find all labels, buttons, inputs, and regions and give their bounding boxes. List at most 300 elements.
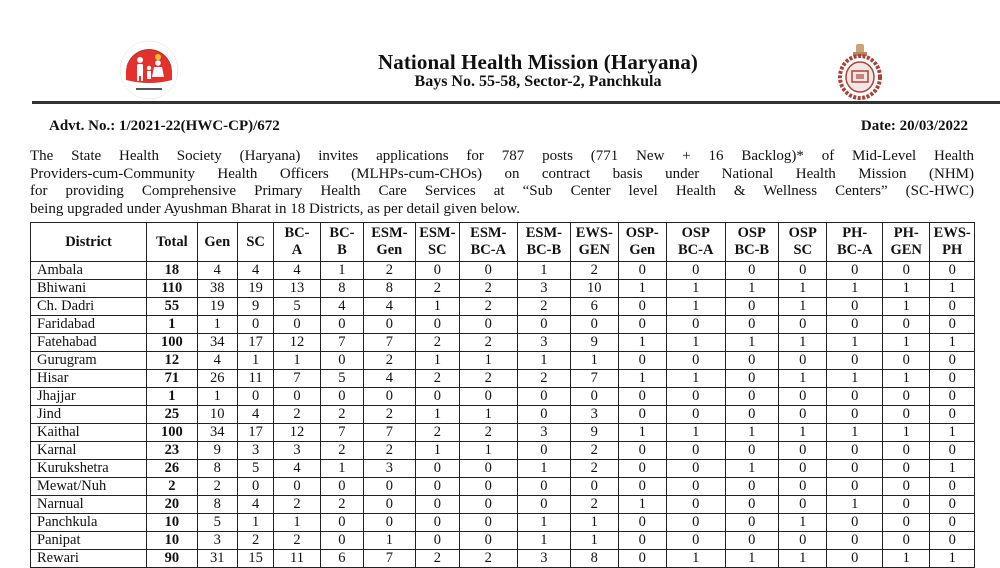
category-count-cell: 1 [779,550,827,568]
column-header-label: EWS- [575,225,613,241]
category-count-cell: 11 [274,550,320,568]
category-count-cell: 4 [364,298,415,316]
letterhead [0,0,1000,104]
category-count-cell: 0 [725,352,779,370]
category-count-cell: 0 [237,388,273,406]
category-count-cell: 0 [827,460,883,478]
category-count-cell: 0 [618,478,666,496]
category-count-cell: 6 [320,550,363,568]
category-count-cell: 0 [618,262,666,280]
category-count-cell: 0 [618,388,666,406]
category-count-cell: 0 [460,262,518,280]
category-count-cell: 0 [618,298,666,316]
category-count-cell: 0 [882,460,929,478]
category-count-cell: 0 [930,370,975,388]
category-count-cell: 2 [364,406,415,424]
category-count-cell: 0 [320,478,363,496]
column-header [618,223,666,262]
category-count-cell: 0 [517,388,571,406]
category-count-cell: 0 [666,496,725,514]
category-count-cell: 0 [827,262,883,280]
category-count-cell: 9 [197,442,237,460]
column-header [320,223,363,262]
category-count-cell: 1 [882,550,929,568]
category-count-cell: 1 [460,442,518,460]
category-count-cell: 1 [930,334,975,352]
category-count-cell: 0 [666,262,725,280]
category-count-cell: 8 [320,280,363,298]
category-count-cell: 0 [827,406,883,424]
district-name-cell: Fatehabad [31,334,147,352]
category-count-cell: 6 [571,298,618,316]
category-count-cell: 1 [930,424,975,442]
column-header [197,223,237,262]
total-cell: 12 [147,352,197,370]
total-cell: 90 [147,550,197,568]
category-count-cell: 15 [237,550,273,568]
category-count-cell: 0 [618,514,666,532]
category-count-cell: 2 [571,496,618,514]
category-count-cell: 2 [274,406,320,424]
table-row [31,298,975,316]
table-row [31,352,975,370]
category-count-cell: 3 [274,442,320,460]
category-count-cell: 0 [725,442,779,460]
category-count-cell: 1 [725,550,779,568]
category-count-cell: 0 [779,262,827,280]
category-count-cell: 9 [571,424,618,442]
category-count-cell: 1 [725,424,779,442]
column-header-label: Gen [204,233,231,250]
district-name-cell: Kurukshetra [31,460,147,478]
category-count-cell: 1 [571,514,618,532]
intro-line: for providing Comprehensive Primary Health Care Services at “Sub Center level Health & Wellness Centers” (SC-HWC) [30,183,974,199]
district-name-cell: Jind [31,406,147,424]
category-count-cell: 1 [460,406,518,424]
category-count-cell: 0 [364,514,415,532]
category-count-cell: 2 [320,406,363,424]
category-count-cell: 2 [274,532,320,550]
category-count-cell: 1 [779,298,827,316]
column-header [517,223,571,262]
category-count-cell: 4 [237,406,273,424]
category-count-cell: 0 [517,316,571,334]
category-count-cell: 2 [415,334,459,352]
organization-address: Bays No. 55-58, Sector-2, Panchkula [414,73,662,90]
total-cell: 20 [147,496,197,514]
category-count-cell: 1 [827,334,883,352]
category-count-cell: 12 [274,424,320,442]
total-cell: 71 [147,370,197,388]
category-count-cell: 0 [460,460,518,478]
category-count-cell: 8 [197,460,237,478]
category-count-cell: 3 [517,550,571,568]
column-header [364,223,415,262]
category-count-cell: 1 [827,280,883,298]
table-row [31,478,975,496]
category-count-cell: 0 [827,550,883,568]
category-count-cell: 38 [197,280,237,298]
category-count-cell: 34 [197,424,237,442]
category-count-cell: 11 [237,370,273,388]
table-row [31,532,975,550]
category-count-cell: 1 [930,280,975,298]
category-count-cell: 0 [882,478,929,496]
district-name-cell: Panchkula [31,514,147,532]
category-count-cell: 1 [882,334,929,352]
category-count-cell: 0 [618,442,666,460]
category-count-cell: 0 [237,478,273,496]
category-count-cell: 1 [618,370,666,388]
table-row [31,280,975,298]
column-header-label: OSP [788,225,817,241]
column-header [930,223,975,262]
category-count-cell: 0 [725,532,779,550]
category-count-cell: 0 [827,388,883,406]
category-count-cell: 7 [364,550,415,568]
total-cell: 25 [147,406,197,424]
category-count-cell: 0 [725,316,779,334]
column-header [827,223,883,262]
category-count-cell: 0 [618,460,666,478]
total-cell: 1 [147,388,197,406]
advertisement-date: Date: 20/03/2022 [860,118,968,134]
category-count-cell: 0 [725,298,779,316]
district-name-cell: Rewari [31,550,147,568]
district-name-cell: Panipat [31,532,147,550]
category-count-cell: 3 [364,460,415,478]
category-count-cell: 0 [274,316,320,334]
category-count-cell: 3 [517,334,571,352]
category-count-cell: 0 [237,316,273,334]
category-count-cell: 3 [237,442,273,460]
table-row [31,442,975,460]
column-header-label: OSP [737,225,766,241]
intro-line: Providers-cum-Community Health Officers (MLHPs-cum-CHOs) on contract basis under National Health Mission (NHM) [30,165,974,182]
category-count-cell: 19 [237,280,273,298]
column-header [725,223,779,262]
category-count-cell: 1 [827,370,883,388]
category-count-cell: 1 [882,298,929,316]
column-header-label: SC [246,233,265,250]
category-count-cell: 2 [460,424,518,442]
category-count-cell: 12 [274,334,320,352]
column-header-label: GEN [890,242,922,258]
column-header-label: BC- [329,225,355,241]
category-count-cell: 1 [882,280,929,298]
category-count-cell: 7 [364,424,415,442]
column-header-label: ESM- [419,225,456,241]
column-header-label: Gen [629,242,656,258]
category-count-cell: 2 [460,334,518,352]
column-header-label: PH- [893,225,919,241]
category-count-cell: 8 [571,550,618,568]
category-count-cell: 0 [364,478,415,496]
category-count-cell: 0 [415,388,459,406]
category-count-cell: 0 [666,442,725,460]
category-count-cell: 0 [930,532,975,550]
column-header [31,223,147,262]
district-name-cell: Bhiwani [31,280,147,298]
category-count-cell: 0 [415,262,459,280]
category-count-cell: 0 [666,460,725,478]
haryana-emblem-icon [832,40,888,102]
table-row [31,262,975,280]
category-count-cell: 1 [517,262,571,280]
category-count-cell: 1 [666,280,725,298]
category-count-cell: 0 [779,316,827,334]
category-count-cell: 0 [460,514,518,532]
column-header-label: SC [428,242,447,258]
category-count-cell: 0 [882,514,929,532]
category-count-cell: 2 [364,442,415,460]
category-count-cell: 1 [517,460,571,478]
category-count-cell: 1 [779,280,827,298]
category-count-cell: 0 [882,442,929,460]
category-count-cell: 26 [197,370,237,388]
total-cell: 23 [147,442,197,460]
category-count-cell: 0 [725,388,779,406]
category-count-cell: 0 [882,388,929,406]
category-count-cell: 0 [666,532,725,550]
total-cell: 18 [147,262,197,280]
category-count-cell: 0 [666,514,725,532]
category-count-cell: 0 [779,496,827,514]
category-count-cell: 1 [666,424,725,442]
total-cell: 100 [147,424,197,442]
category-count-cell: 10 [571,280,618,298]
category-count-cell: 2 [197,478,237,496]
category-count-cell: 0 [725,496,779,514]
category-count-cell: 0 [415,514,459,532]
category-count-cell: 0 [725,514,779,532]
total-cell: 10 [147,532,197,550]
category-count-cell: 2 [571,262,618,280]
category-count-cell: 0 [827,514,883,532]
category-count-cell: 34 [197,334,237,352]
category-count-cell: 2 [517,370,571,388]
table-row [31,514,975,532]
category-count-cell: 0 [274,478,320,496]
category-count-cell: 7 [571,370,618,388]
category-count-cell: 2 [415,280,459,298]
category-count-cell: 1 [415,442,459,460]
category-count-cell: 1 [197,388,237,406]
category-count-cell: 7 [274,370,320,388]
category-count-cell: 0 [571,478,618,496]
column-header-label: OSP [681,225,710,241]
category-count-cell: 1 [571,532,618,550]
district-name-cell: Mewat/Nuh [31,478,147,496]
category-count-cell: 0 [779,352,827,370]
category-count-cell: 2 [364,262,415,280]
category-count-cell: 0 [725,262,779,280]
category-count-cell: 1 [930,550,975,568]
category-count-cell: 0 [666,406,725,424]
total-cell: 10 [147,514,197,532]
category-count-cell: 1 [460,352,518,370]
category-count-cell: 9 [571,334,618,352]
category-count-cell: 2 [320,496,363,514]
column-header-label: PH [942,242,963,258]
category-count-cell: 1 [725,280,779,298]
category-count-cell: 8 [364,280,415,298]
table-row [31,460,975,478]
category-count-cell: 3 [517,424,571,442]
total-cell: 100 [147,334,197,352]
category-count-cell: 0 [827,352,883,370]
category-count-cell: 0 [618,550,666,568]
category-count-cell: 1 [415,406,459,424]
intro-paragraph [30,148,974,218]
category-count-cell: 0 [882,496,929,514]
category-count-cell: 2 [237,532,273,550]
category-count-cell: 0 [618,532,666,550]
column-header-label: Total [155,233,188,250]
category-count-cell: 2 [460,550,518,568]
category-count-cell: 1 [237,352,273,370]
category-count-cell: 0 [882,406,929,424]
category-count-cell: 0 [517,478,571,496]
category-count-cell: 31 [197,550,237,568]
category-count-cell: 0 [930,298,975,316]
table-row [31,550,975,568]
category-count-cell: 1 [930,460,975,478]
category-count-cell: 17 [237,334,273,352]
category-count-cell: 4 [237,262,273,280]
category-count-cell: 0 [882,262,929,280]
category-count-cell: 3 [517,280,571,298]
category-count-cell: 2 [517,298,571,316]
category-count-cell: 7 [364,334,415,352]
category-count-cell: 1 [779,334,827,352]
category-count-cell: 5 [320,370,363,388]
column-header-label: GEN [578,242,610,258]
category-count-cell: 0 [666,388,725,406]
category-count-cell: 0 [460,532,518,550]
column-header [882,223,929,262]
category-count-cell: 0 [415,478,459,496]
category-count-cell: 1 [364,532,415,550]
category-count-cell: 0 [725,478,779,496]
column-header-label: ESM- [470,225,507,241]
column-header-label: PH- [842,225,868,241]
category-count-cell: 1 [320,262,363,280]
category-count-cell: 1 [618,334,666,352]
category-count-cell: 0 [618,352,666,370]
category-count-cell: 1 [274,352,320,370]
category-count-cell: 1 [571,352,618,370]
category-count-cell: 0 [364,496,415,514]
category-count-cell: 0 [827,478,883,496]
category-count-cell: 0 [779,388,827,406]
posts-table [30,222,975,568]
category-count-cell: 1 [666,370,725,388]
column-header-label: EWS- [933,225,971,241]
category-count-cell: 9 [237,298,273,316]
category-count-cell: 1 [237,514,273,532]
category-count-cell: 0 [930,388,975,406]
column-header-label: A [291,242,303,258]
category-count-cell: 0 [517,442,571,460]
category-count-cell: 1 [779,514,827,532]
category-count-cell: 0 [415,460,459,478]
table-row [31,496,975,514]
category-count-cell: 0 [725,370,779,388]
category-count-cell: 0 [320,388,363,406]
column-header-label: ESM- [371,225,408,241]
category-count-cell: 0 [460,496,518,514]
category-count-cell: 0 [779,478,827,496]
category-count-cell: 4 [197,262,237,280]
category-count-cell: 1 [725,460,779,478]
category-count-cell: 2 [415,424,459,442]
category-count-cell: 1 [618,280,666,298]
district-name-cell: Hisar [31,370,147,388]
column-header-label: B [337,242,347,258]
category-count-cell: 0 [930,262,975,280]
column-header-label: ESM- [525,225,562,241]
table-row [31,334,975,352]
column-header-label: BC-A [678,242,714,258]
column-header-label: BC-A [837,242,873,258]
category-count-cell: 1 [618,496,666,514]
category-count-cell: 8 [197,496,237,514]
category-count-cell: 0 [320,352,363,370]
total-cell: 2 [147,478,197,496]
column-header [274,223,320,262]
category-count-cell: 0 [827,298,883,316]
category-count-cell: 17 [237,424,273,442]
district-name-cell: Ch. Dadri [31,298,147,316]
column-header-label: BC-A [470,242,507,258]
category-count-cell: 2 [320,442,363,460]
category-count-cell: 0 [779,532,827,550]
category-count-cell: 1 [415,352,459,370]
category-count-cell: 13 [274,280,320,298]
column-header [237,223,273,262]
intro-line: being upgraded under Ayushman Bharat in 18 Districts, as per detail given below. [30,200,521,217]
column-header-label: OSP- [625,225,659,241]
table-header-row [31,223,975,262]
category-count-cell: 0 [364,316,415,334]
category-count-cell: 0 [320,514,363,532]
column-header [460,223,518,262]
category-count-cell: 0 [364,388,415,406]
district-name-cell: Kaithal [31,424,147,442]
category-count-cell: 1 [666,550,725,568]
category-count-cell: 0 [779,460,827,478]
category-count-cell: 1 [827,496,883,514]
column-header [779,223,827,262]
category-count-cell: 1 [666,298,725,316]
category-count-cell: 4 [237,496,273,514]
category-count-cell: 4 [274,262,320,280]
category-count-cell: 1 [725,334,779,352]
category-count-cell: 0 [666,316,725,334]
category-count-cell: 0 [882,532,929,550]
category-count-cell: 0 [320,316,363,334]
category-count-cell: 0 [415,532,459,550]
category-count-cell: 2 [364,352,415,370]
district-name-cell: Narnual [31,496,147,514]
category-count-cell: 10 [197,406,237,424]
category-count-cell: 1 [517,532,571,550]
category-count-cell: 0 [460,388,518,406]
category-count-cell: 2 [415,550,459,568]
category-count-cell: 0 [274,388,320,406]
total-cell: 110 [147,280,197,298]
